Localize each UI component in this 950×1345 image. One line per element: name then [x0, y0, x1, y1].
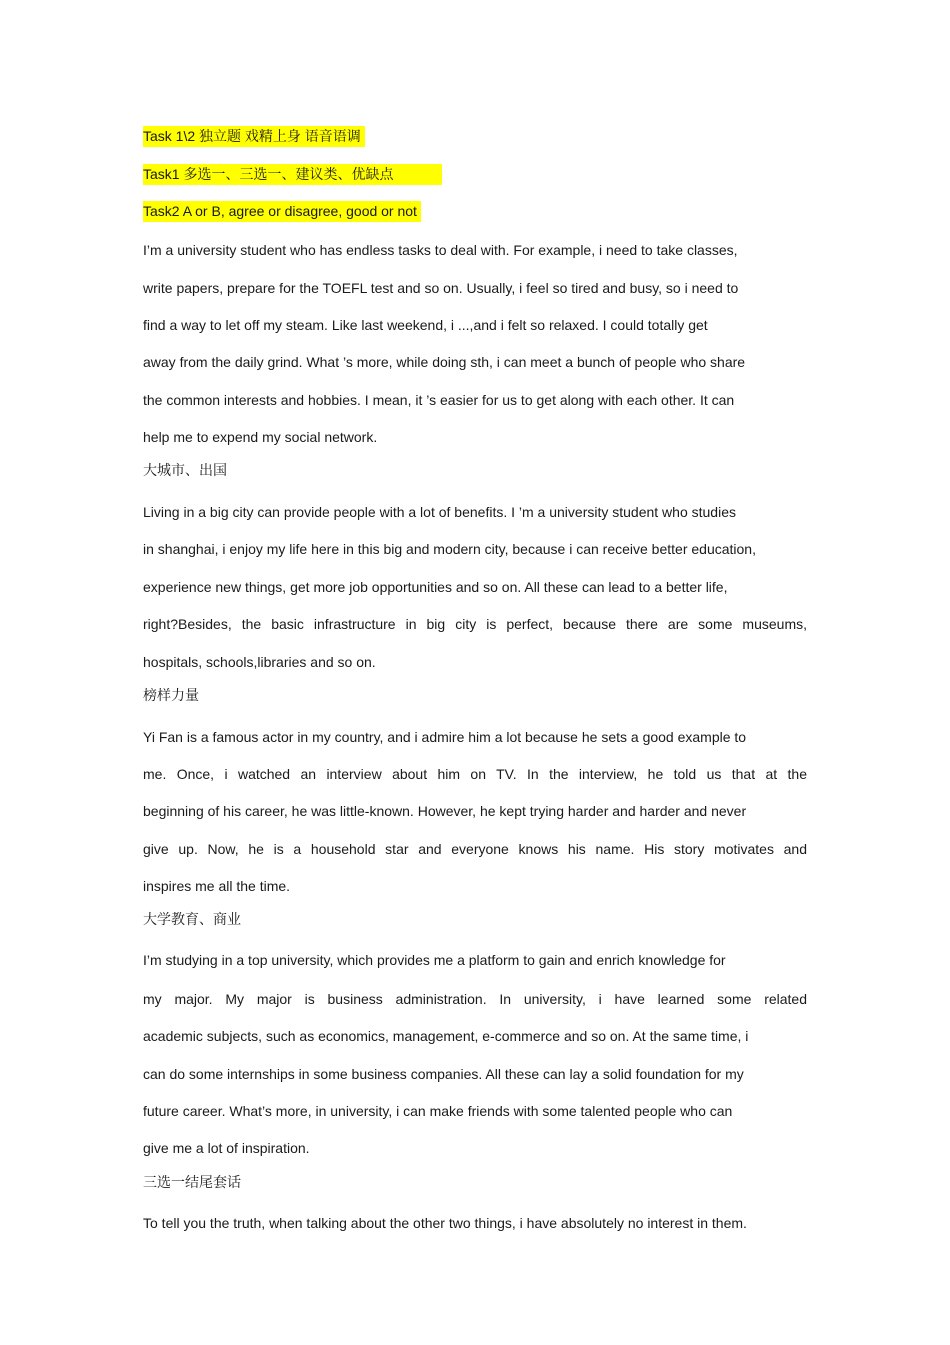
paragraph-line: experience new things, get more job opportunities and so on. All these can lead to a better life, [143, 579, 728, 595]
paragraph-line: To tell you the truth, when talking about the other two things, i have absolutely no interest in them. [143, 1215, 747, 1231]
highlighted-heading-task2: Task2 A or B, agree or disagree, good or not [143, 201, 421, 222]
paragraph-line: academic subjects, such as economics, management, e-commerce and so on. At the same time, i [143, 1028, 749, 1044]
paragraph-line: give me a lot of inspiration. [143, 1140, 310, 1156]
paragraph-line: in shanghai, i enjoy my life here in this big and modern city, because i can receive better education, [143, 541, 756, 557]
paragraph-line: the common interests and hobbies. I mean, it ’s easier for us to get along with each other. It can [143, 392, 735, 408]
section-heading-closing-phrases: 三选一结尾套话 [143, 1175, 241, 1191]
highlighted-heading-task1: Task1 多选一、三选一、建议类、优缺点 [143, 164, 442, 185]
paragraph-line: help me to expend my social network. [143, 429, 378, 445]
paragraph-line: away from the daily grind. What ’s more, while doing sth, i can meet a bunch of people who share [143, 354, 746, 370]
paragraph-line: me. Once, i watched an interview about him on TV. In the interview, he told us that at the [143, 766, 807, 782]
paragraph-line: give up. Now, he is a household star and everyone knows his name. His story motivates and [143, 841, 807, 857]
highlighted-heading-task12: Task 1\2 独立题 戏精上身 语音语调 [143, 126, 365, 147]
paragraph-line: inspires me all the time. [143, 878, 291, 894]
paragraph-line: right?Besides, the basic infrastructure in big city is perfect, because there are some museums, [143, 616, 807, 632]
paragraph-line: I’m a university student who has endless tasks to deal with. For example, i need to take classes, [143, 242, 738, 258]
paragraph-line: hospitals, schools,libraries and so on. [143, 654, 376, 670]
paragraph-line: Living in a big city can provide people with a lot of benefits. I ’m a university student who studies [143, 504, 736, 520]
paragraph-line: my major. My major is business administration. In university, i have learned some related [143, 991, 807, 1007]
section-heading-university: 大学教育、商业 [143, 912, 241, 928]
paragraph-line: future career. What’s more, in university, i can make friends with some talented people who can [143, 1103, 733, 1119]
paragraph-line: Yi Fan is a famous actor in my country, and i admire him a lot because he sets a good example to [143, 729, 747, 745]
section-heading-role-model: 榜样力量 [143, 688, 199, 704]
section-heading-big-city: 大城市、出国 [143, 463, 227, 479]
paragraph-line: write papers, prepare for the TOEFL test and so on. Usually, i feel so tired and busy, so i need to [143, 280, 739, 296]
paragraph-line: I’m studying in a top university, which provides me a platform to gain and enrich knowledge for [143, 952, 726, 968]
paragraph-line: beginning of his career, he was little-known. However, he kept trying harder and harder and never [143, 803, 747, 819]
paragraph-line: find a way to let off my steam. Like last weekend, i ...,and i felt so relaxed. I could totally get [143, 317, 708, 333]
paragraph-line: can do some internships in some business companies. All these can lay a solid foundation for my [143, 1066, 744, 1082]
